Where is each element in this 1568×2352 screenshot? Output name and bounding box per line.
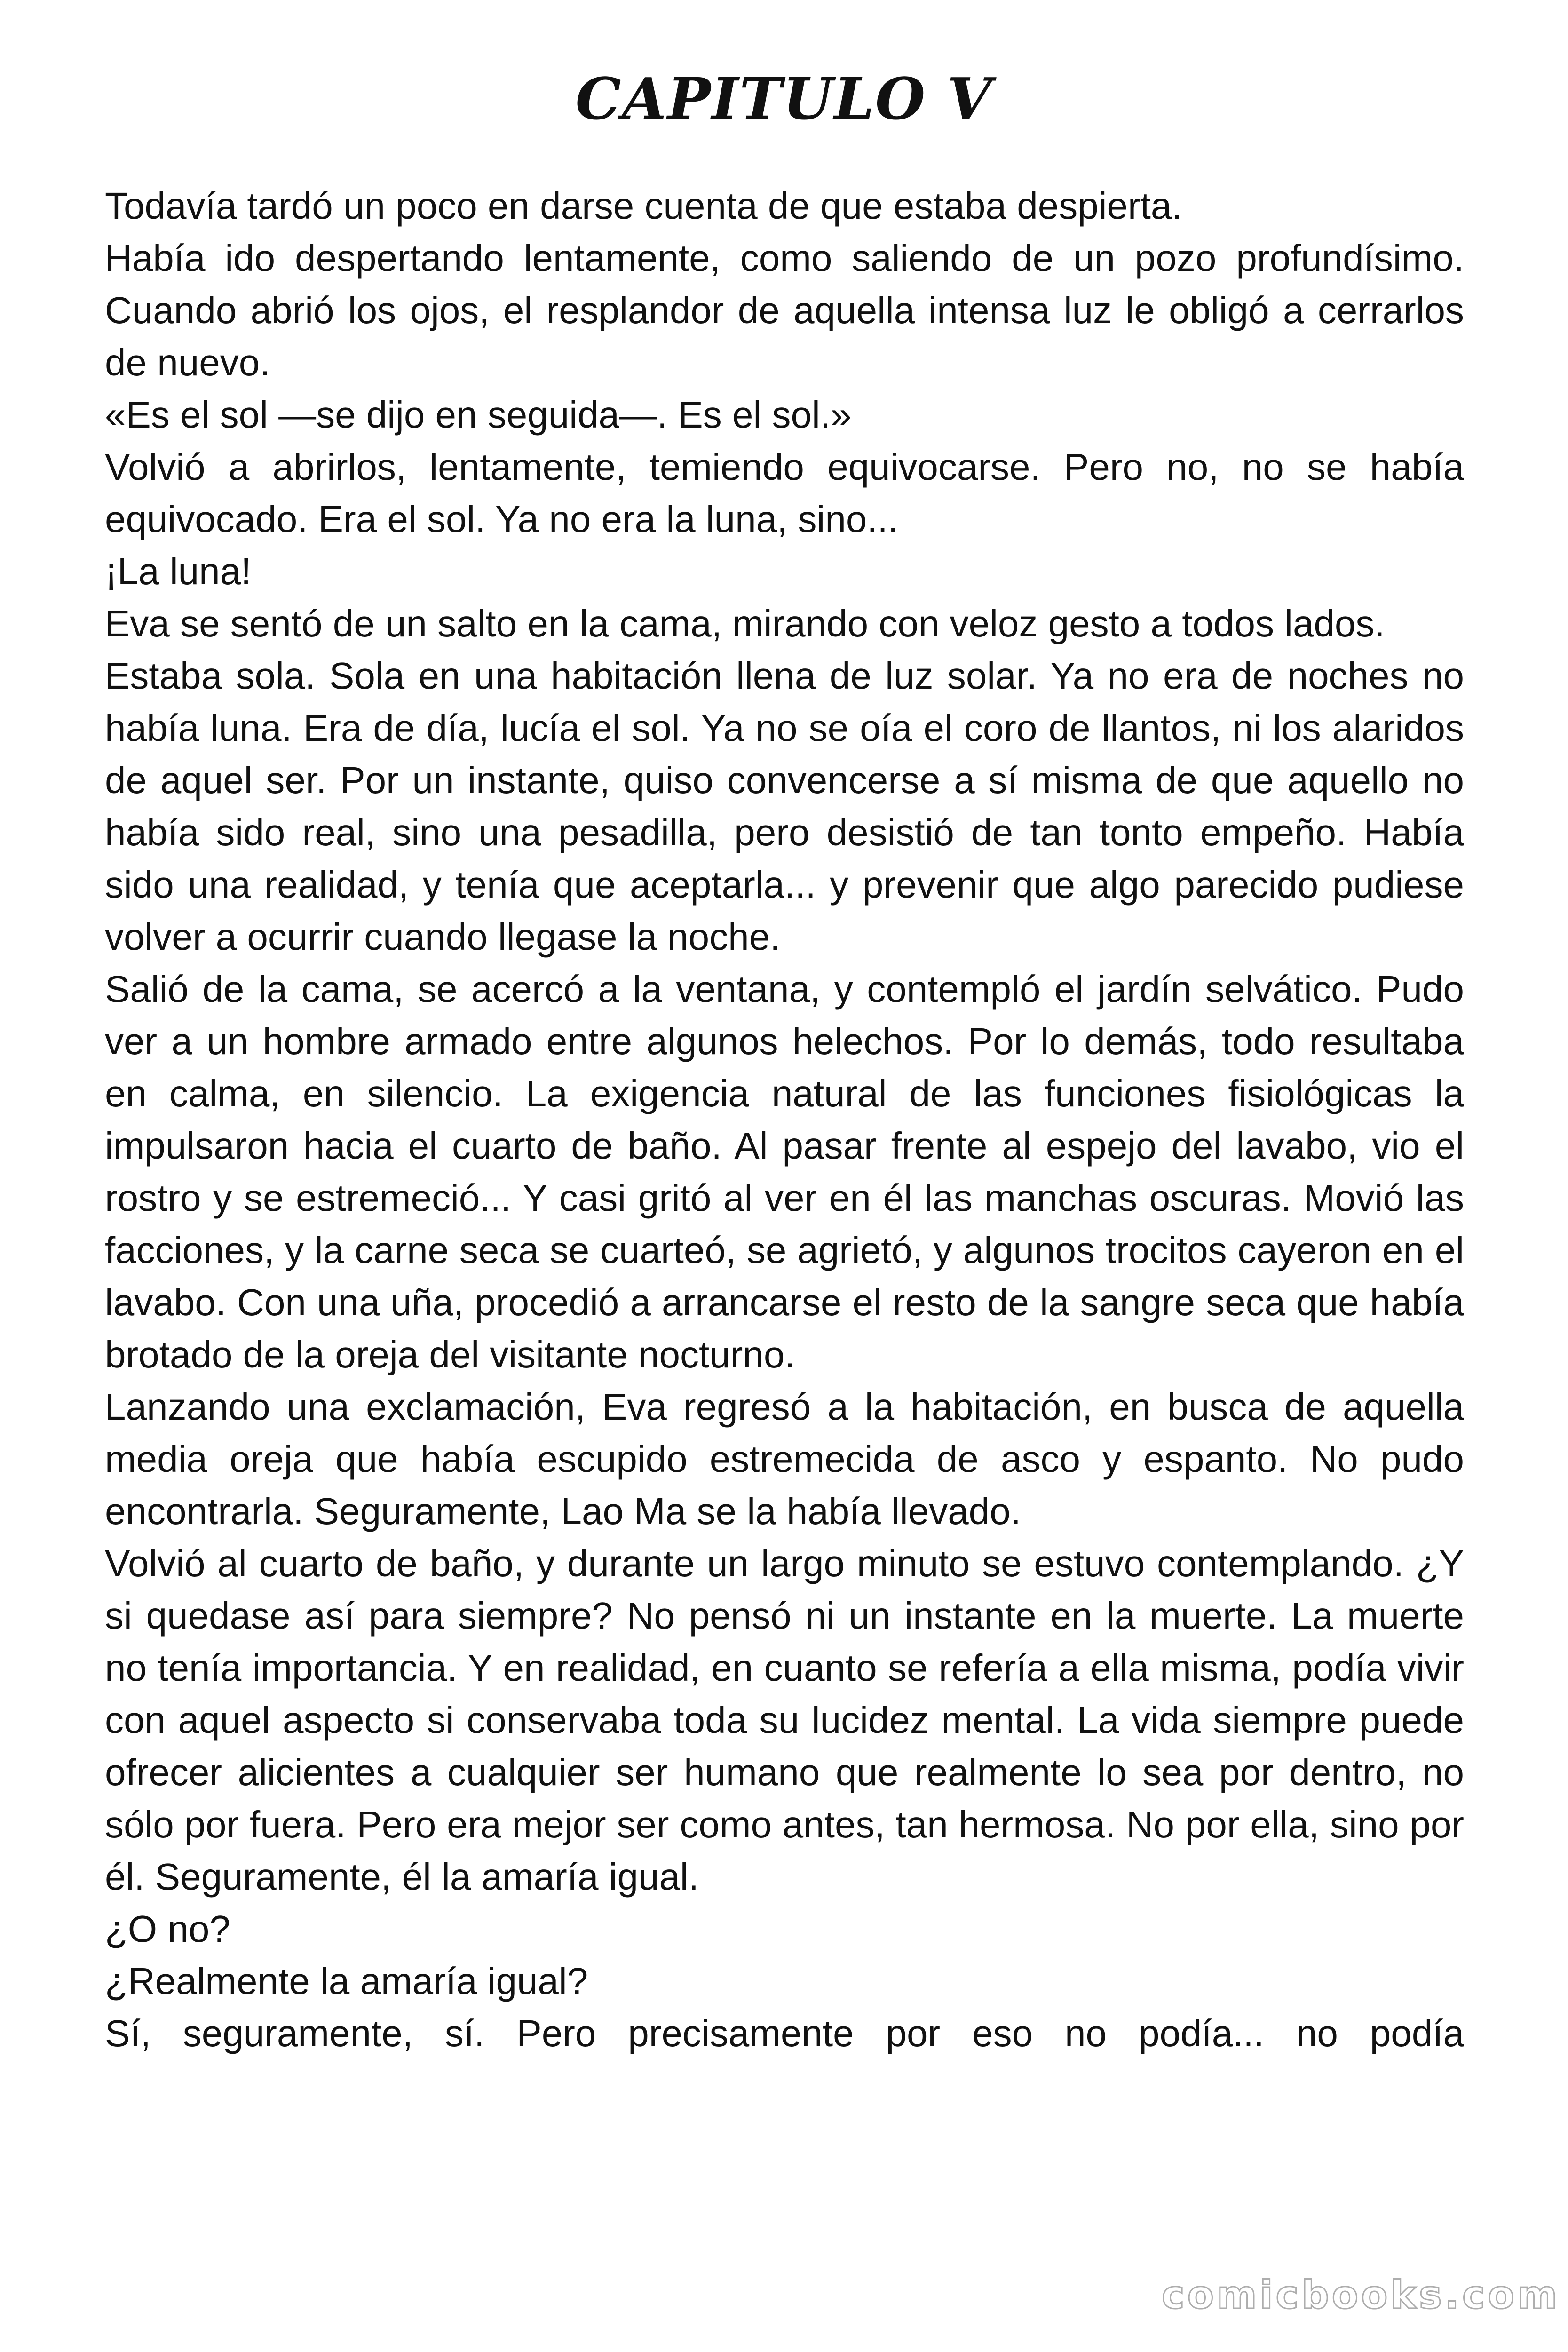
paragraph: Había ido despertando lentamente, como saliendo de un pozo profundísimo. Cuando abrió los ojos, el resplandor de aquella intensa luz le obligó a cerrarlos de nuevo. (105, 237, 1464, 383)
chapter-body (105, 180, 1464, 2059)
paragraph: ¿Realmente la amaría igual? (105, 1960, 588, 2002)
paragraph: «Es el sol —se dijo en seguida—. Es el sol.» (105, 394, 852, 436)
paragraph: Salió de la cama, se acercó a la ventana, y contempló el jardín selvático. Pudo ver a un hombre armado entre algunos helechos. Por lo demás, todo resultaba en calma, en silencio. La exigencia natural de las funciones fisiológicas la impulsaron hacia el cuarto de baño. Al pasar frente al espejo del lavabo, vio el rostro y se estremeció... Y casi gritó al ver en él las manchas oscuras. Movió las facciones, y la carne seca se cuarteó, se agrietó, y algunos trocitos cayeron en el lavabo. Con una uña, procedió a arrancarse el resto de la sangre seca que había brotado de la oreja del visitante nocturno. (105, 968, 1464, 1375)
paragraph: Eva se sentó de un salto en la cama, mirando con veloz gesto a todos lados. (105, 603, 1385, 644)
paragraph: Volvió a abrirlos, lentamente, temiendo equivocarse. Pero no, no se había equivocado. Era el sol. Ya no era la luna, sino... (105, 446, 1464, 540)
paragraph: Sí, seguramente, sí. Pero precisamente por eso no podía... no podía (105, 2012, 1464, 2054)
watermark-logo: comicbooks.com (1162, 2273, 1560, 2318)
chapter-title: CAPITULO V (575, 65, 993, 133)
paragraph: Estaba sola. Sola en una habitación llena de luz solar. Ya no era de noches no había luna. Era de día, lucía el sol. Ya no se oía el coro de llantos, ni los alaridos de aquel ser. Por un instante, quiso convencerse a sí misma de que aquello no había sido real, sino una pesadilla, pero desistió de tan tonto empeño. Había sido una realidad, y tenía que aceptarla... y prevenir que algo parecido pudiese volver a ocurrir cuando llegase la noche. (105, 655, 1464, 958)
paragraph: Lanzando una exclamación, Eva regresó a la habitación, en busca de aquella media oreja que había escupido estremecida de asco y espanto. No pudo encontrarla. Seguramente, Lao Ma se la había llevado. (105, 1386, 1464, 1532)
paragraph: Todavía tardó un poco en darse cuenta de que estaba despierta. (105, 185, 1182, 227)
paragraph: ¿O no? (105, 1908, 230, 1950)
paragraph: Volvió al cuarto de baño, y durante un largo minuto se estuvo contemplando. ¿Y si quedase así para siempre? No pensó ni un instante en la muerte. La muerte no tenía importancia. Y en realidad, en cuanto se refería a ella misma, podía vivir con aquel aspecto si conservaba toda su lucidez mental. La vida siempre puede ofrecer alicientes a cualquier ser humano que realmente lo sea por dentro, no sólo por fuera. Pero era mejor ser como antes, tan hermosa. No por ella, sino por él. Seguramente, él la amaría igual. (105, 1542, 1464, 1898)
paragraph: ¡La luna! (105, 550, 252, 592)
